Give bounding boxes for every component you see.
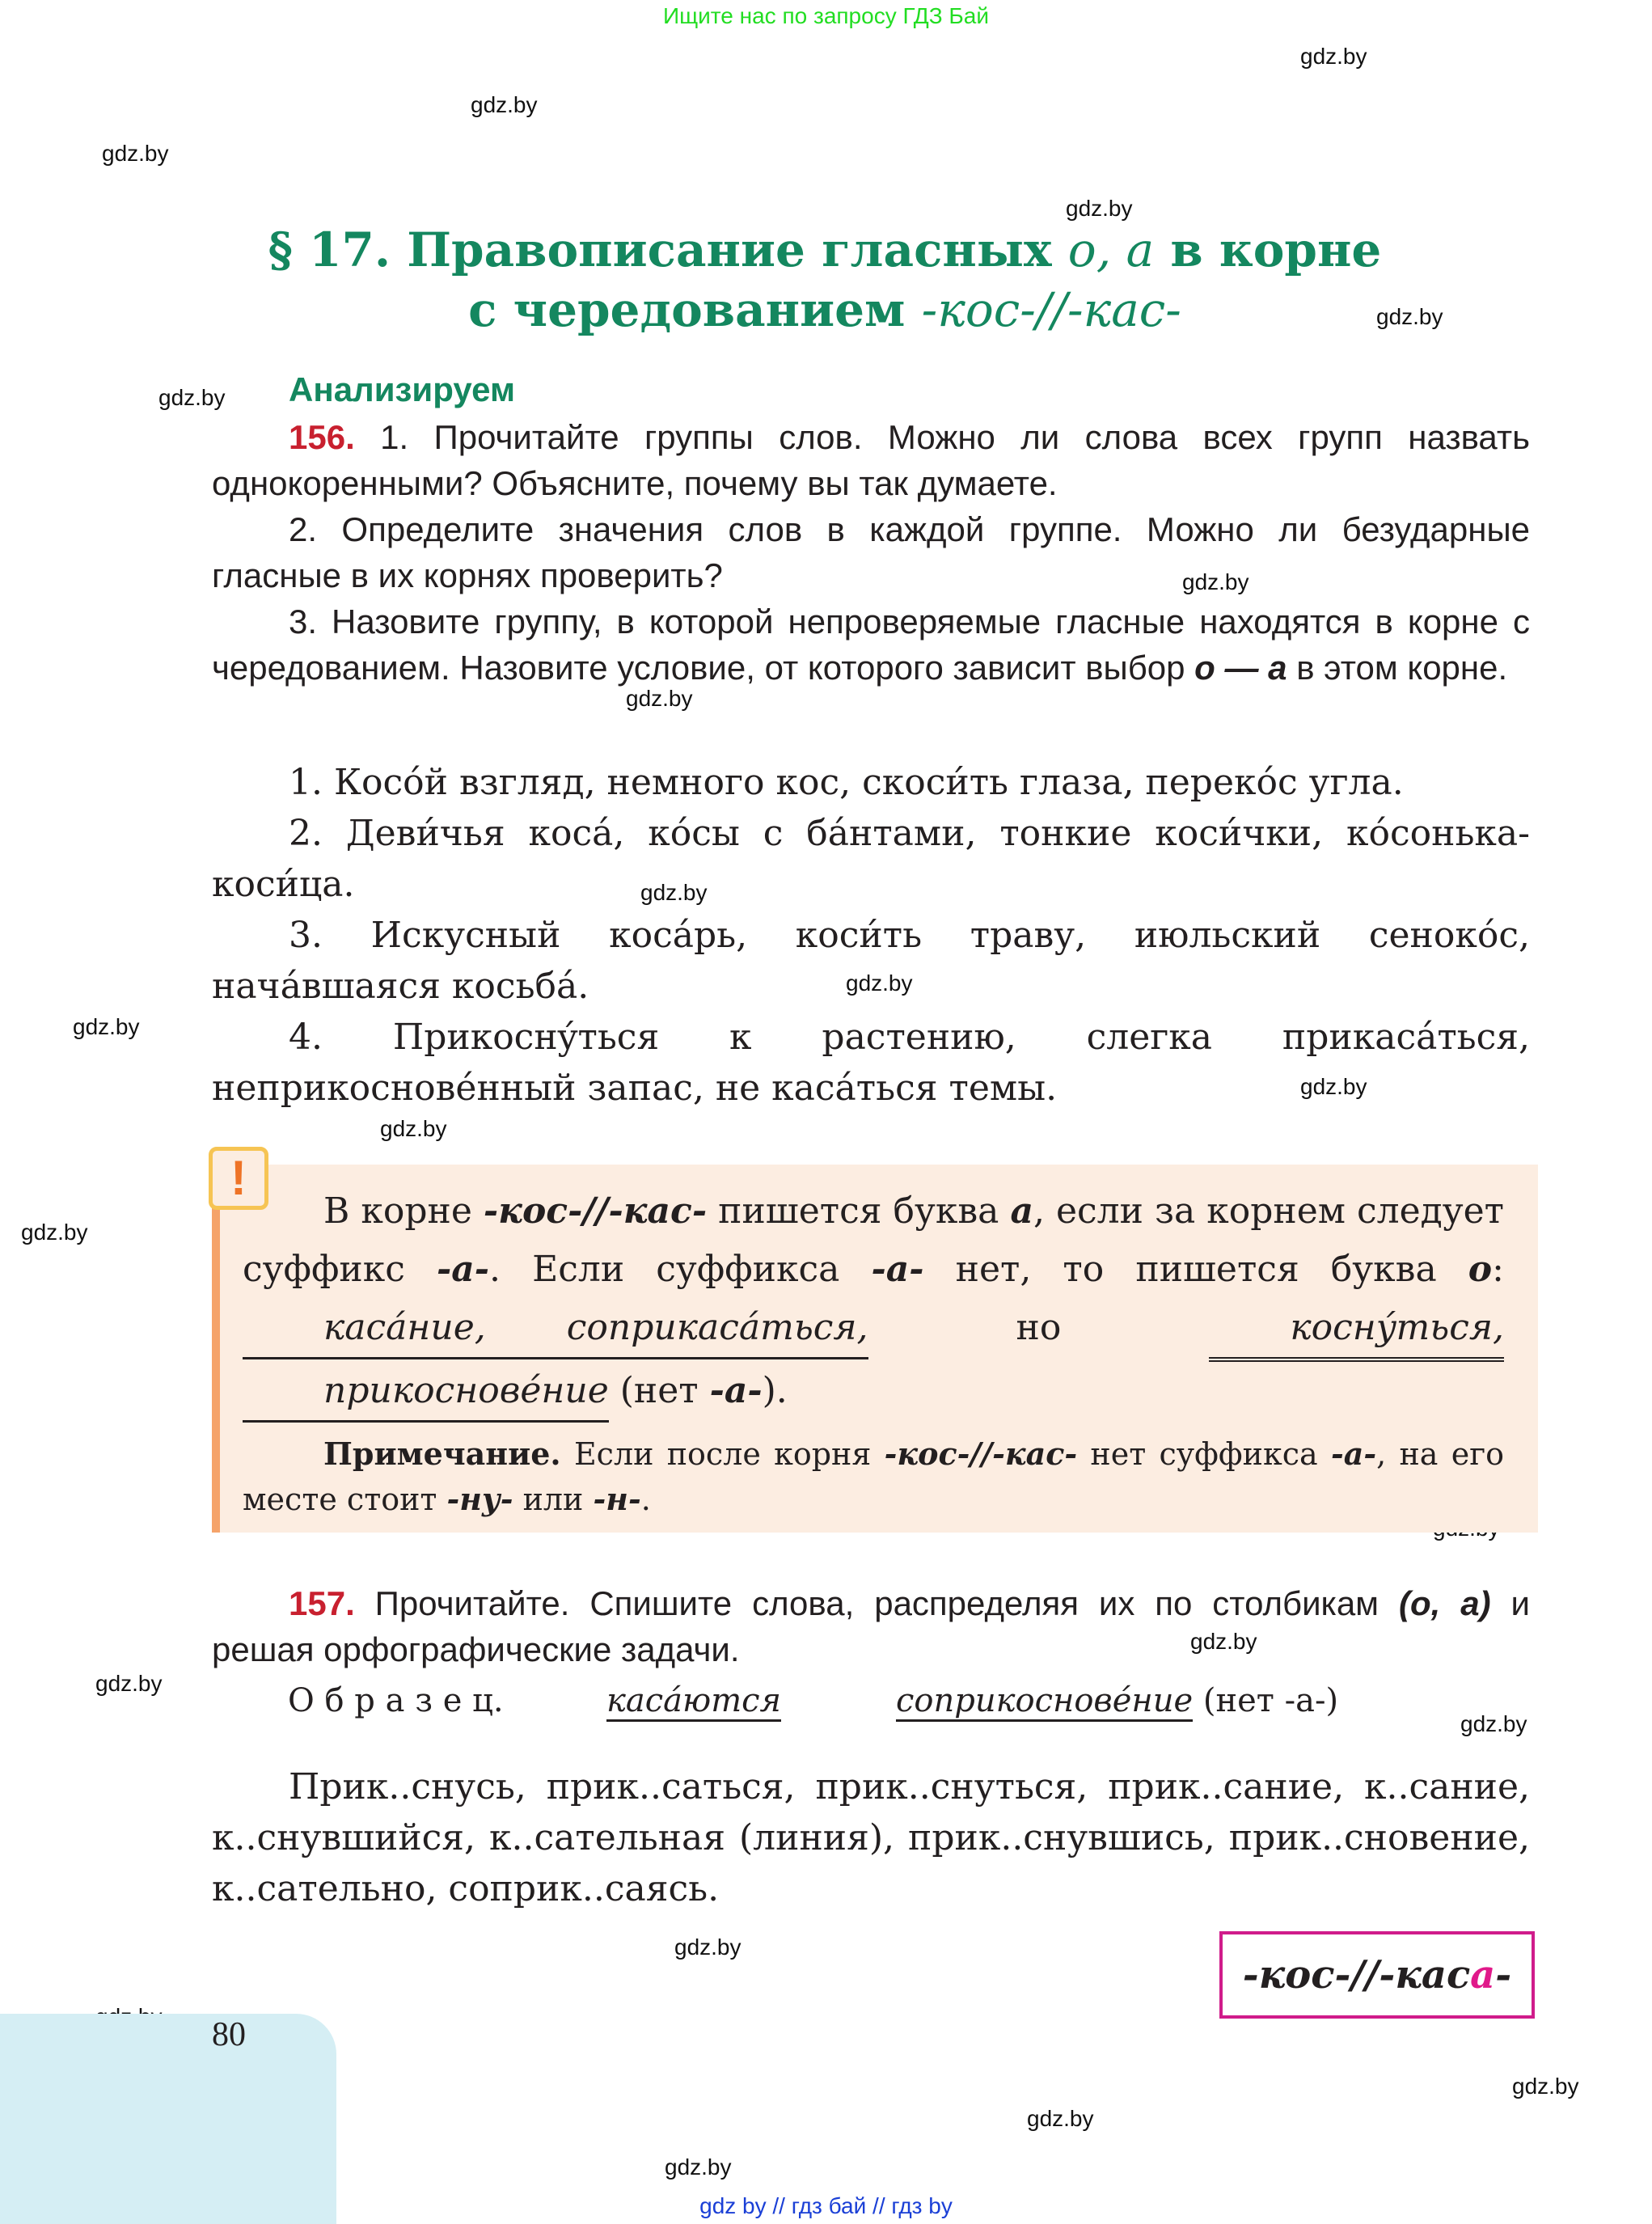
watermark: gdz.by: [158, 385, 226, 410]
watermark: gdz.by: [1460, 1711, 1527, 1736]
rule-note: Примечание. Если после корня -кос-//-кас- нет суффикса -а-, на его месте стоит -ну- или -н-.: [243, 1435, 1504, 1517]
word-groups: [212, 757, 1530, 1114]
word-group: 4. Прикоснýться к растению, слегка прикасáться, неприкосновéнный запас, не касáться темы.: [212, 1017, 1530, 1109]
sample-label: О б р а з е ц.: [288, 1682, 504, 1719]
watermark: gdz.by: [1182, 569, 1249, 594]
watermark: gdz.by: [1376, 304, 1443, 329]
watermark: gdz.by: [665, 2154, 732, 2180]
exclamation-icon: !: [209, 1147, 268, 1210]
example-word: соприкасáться,: [486, 1299, 868, 1359]
exercise-number: 156.: [289, 418, 355, 456]
watermark: gdz.by: [1190, 1629, 1257, 1654]
sample-word: соприкосновéние (нет -а-): [896, 1682, 1338, 1722]
watermark: gdz.by: [1066, 196, 1133, 221]
page-number: 80: [212, 2016, 246, 2053]
highlight-letter: а: [1470, 1952, 1496, 1998]
watermark: gdz.by: [846, 970, 913, 996]
search-banner[interactable]: Ищите нас по запросу ГДЗ Бай: [662, 3, 990, 28]
exercise-156-instructions: 156. 1. Прочитайте группы слов. Можно ли слова всех групп назвать однокоренными? Объясните, почему вы так думаете. 2. Определите значения слов в каждой группе. Можно ли безударные гласные в их корнях проверить? 3. Назовите группу, в которой непроверяемые гласные находятся в корне с чередованием. Назовите условие, от которого зависит выбор о — а в этом корне.: [212, 418, 1530, 687]
watermark: gdz.by: [380, 1116, 447, 1141]
page-title: § 17. Правописание гласных о, а в корне с чередованием -кос-//-кас-: [268, 222, 1382, 337]
watermark: gdz.by: [1300, 44, 1367, 69]
rule-text: В корне -кос-//-кас- пишется буква а, если за корнем следует суффикс -а-. Если суффикса -а- нет, то пишется буква о: касáние,соприкасáться, но коснýться,прикосновéние (нет -а-).: [243, 1182, 1504, 1423]
watermark: gdz.by: [674, 1934, 741, 1960]
watermark: gdz.by: [1512, 2074, 1579, 2099]
example-word: касáние,: [243, 1299, 486, 1359]
section-label: Анализируем: [289, 370, 516, 408]
watermark: gdz.by: [95, 1671, 163, 1696]
example-word: прикосновéние: [243, 1362, 609, 1423]
watermark: gdz.by: [640, 880, 708, 905]
watermark: gdz.by: [1300, 1074, 1367, 1099]
watermark: gdz.by: [1027, 2106, 1094, 2131]
example-word: коснýться,: [1209, 1299, 1504, 1362]
root-reference-box: -кос-//-каса-: [1219, 1931, 1535, 2019]
watermark: gdz.by: [102, 141, 169, 166]
watermark: gdz.by: [471, 92, 538, 117]
watermark: gdz.by: [21, 1220, 88, 1245]
page-corner-tab: [0, 2014, 336, 2224]
exercise-number: 157.: [289, 1584, 355, 1622]
word-group: 2. Деви́чья косá, кóсы с бáнтами, тонкие коси́чки, кóсонька-коси́ца.: [212, 813, 1530, 905]
word-group: 3. Искусный косáрь, коси́ть траву, июльский сенокóс, начáвшаяся косьбá.: [212, 915, 1530, 1007]
watermark: gdz.by: [626, 686, 693, 711]
watermark: gdz.by: [73, 1014, 140, 1039]
footer-links[interactable]: gdz by // гдз бай // гдз by: [699, 2193, 953, 2218]
sample-word: касáются: [606, 1682, 781, 1722]
word-group: 1. Косóй взгляд, немного кос, скоси́ть глаза, перекóс угла.: [289, 762, 1404, 803]
exercise-157-instructions: 157. Прочитайте. Спишите слова, распределяя их по столбикам (о, а) и решая орфографические задачи.: [212, 1584, 1530, 1668]
exercise-157-words: Прик..снусь, прик..саться, прик..снуться, прик..сание, к..сание, к..снувшийся, к..сательная (линия), прик..снувшись, прик..сновение, к..сательно, соприк..саясь.: [212, 1766, 1530, 1909]
